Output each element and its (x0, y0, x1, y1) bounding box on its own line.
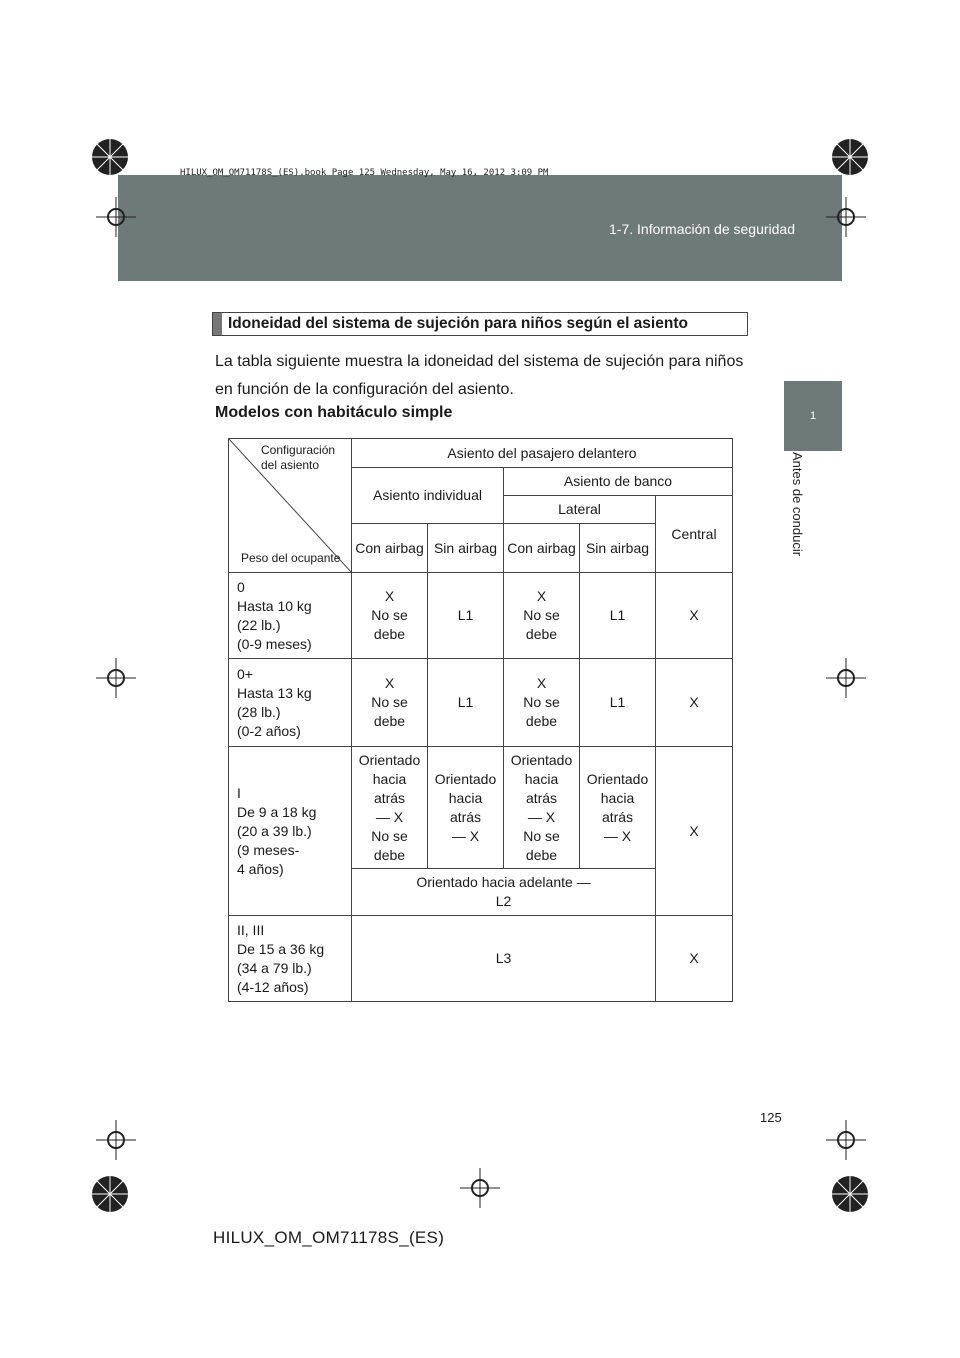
page-number: 125 (760, 1110, 782, 1125)
table-cell: X (656, 573, 733, 659)
table-cell: Orientado hacia atrás — X No se debe (352, 747, 428, 869)
row-label: I De 9 a 18 kg (20 a 39 lb.) (9 meses- 4 años) (229, 747, 352, 916)
header-con-airbag: Con airbag (504, 524, 580, 573)
forward-facing-cell: Orientado hacia adelante — L2 (352, 869, 656, 916)
row-label-line: (0-9 meses) (237, 635, 312, 652)
side-tab-label: Antes de conducir (790, 452, 805, 557)
row-label-line: 0 (237, 578, 245, 595)
heading-text: Idoneidad del sistema de sujeción para niños según el asiento (228, 315, 688, 332)
models-label: Modelos con habitáculo simple (215, 404, 453, 421)
crosshair-icon (460, 1168, 500, 1208)
row-label (229, 573, 352, 659)
table-cell: X No se debe (352, 659, 428, 747)
table-cell: X (656, 747, 733, 916)
registration-mark-icon (88, 1172, 132, 1216)
table-row (229, 747, 733, 869)
header-bench: Asiento de banco (504, 468, 733, 496)
table-cell: L1 (580, 659, 656, 747)
row-label-line: (28 lb.) (237, 703, 281, 720)
intro-paragraph: La tabla siguiente muestra la idoneidad del sistema de sujeción para niños en función de la configuración del asiento. (215, 353, 744, 398)
footer-code: HILUX_OM_OM71178S_(ES) (213, 1228, 445, 1247)
row-label-line: Hasta 13 kg (237, 684, 312, 701)
table-cell: Orientado hacia atrás — X (580, 747, 656, 869)
crosshair-icon (826, 197, 866, 237)
registration-mark-icon (88, 135, 132, 179)
header-lateral: Lateral (504, 496, 656, 524)
header-sin-airbag: Sin airbag (580, 524, 656, 573)
section-heading (212, 312, 748, 336)
crosshair-icon (826, 658, 866, 698)
table-cell: L1 (428, 573, 504, 659)
side-tab-number: 1 (784, 381, 842, 451)
table-cell: Orientado hacia atrás — X (428, 747, 504, 869)
table-row (229, 659, 733, 747)
table-cell: X No se debe (352, 573, 428, 659)
header-central: Central (656, 496, 733, 573)
suitability-table (228, 438, 733, 1002)
header-sin-airbag: Sin airbag (428, 524, 504, 573)
corner-header (229, 439, 352, 573)
crosshair-icon (96, 658, 136, 698)
crosshair-icon (96, 197, 136, 237)
table-row (229, 573, 733, 659)
row-label: II, III De 15 a 36 kg (34 a 79 lb.) (4-12 años) (229, 916, 352, 1002)
table-cell: L1 (580, 573, 656, 659)
heading-bar (213, 313, 222, 335)
row-label-line: (0-2 años) (237, 722, 301, 739)
corner-bottom-label: Peso del ocupante (241, 551, 341, 565)
crosshair-icon (96, 1120, 136, 1160)
row-label-line: 0+ (237, 665, 253, 682)
table-cell: L1 (428, 659, 504, 747)
book-stamp: HILUX_OM_OM71178S_(ES).book Page 125 Wednesday, May 16, 2012 3:09 PM (180, 168, 549, 178)
table-cell: X No se debe (504, 573, 580, 659)
registration-mark-icon (828, 1172, 872, 1216)
corner-top-label: Configuración del asiento (261, 443, 336, 472)
row-label (229, 659, 352, 747)
row-label-line: Hasta 10 kg (237, 597, 312, 614)
row-label-line: (22 lb.) (237, 616, 281, 633)
table-cell: X (656, 659, 733, 747)
header-con-airbag: Con airbag (352, 524, 428, 573)
header-individual: Asiento individual (352, 468, 504, 524)
crosshair-icon (826, 1120, 866, 1160)
table-row (229, 916, 733, 1002)
table-cell: Orientado hacia atrás — X No se debe (504, 747, 580, 869)
table-cell: L3 (352, 916, 656, 1002)
section-title: 1-7. Información de seguridad (609, 221, 795, 237)
header-front-seat: Asiento del pasajero delantero (352, 439, 733, 468)
table-cell: X No se debe (504, 659, 580, 747)
table-cell: X (656, 916, 733, 1002)
registration-mark-icon (828, 135, 872, 179)
